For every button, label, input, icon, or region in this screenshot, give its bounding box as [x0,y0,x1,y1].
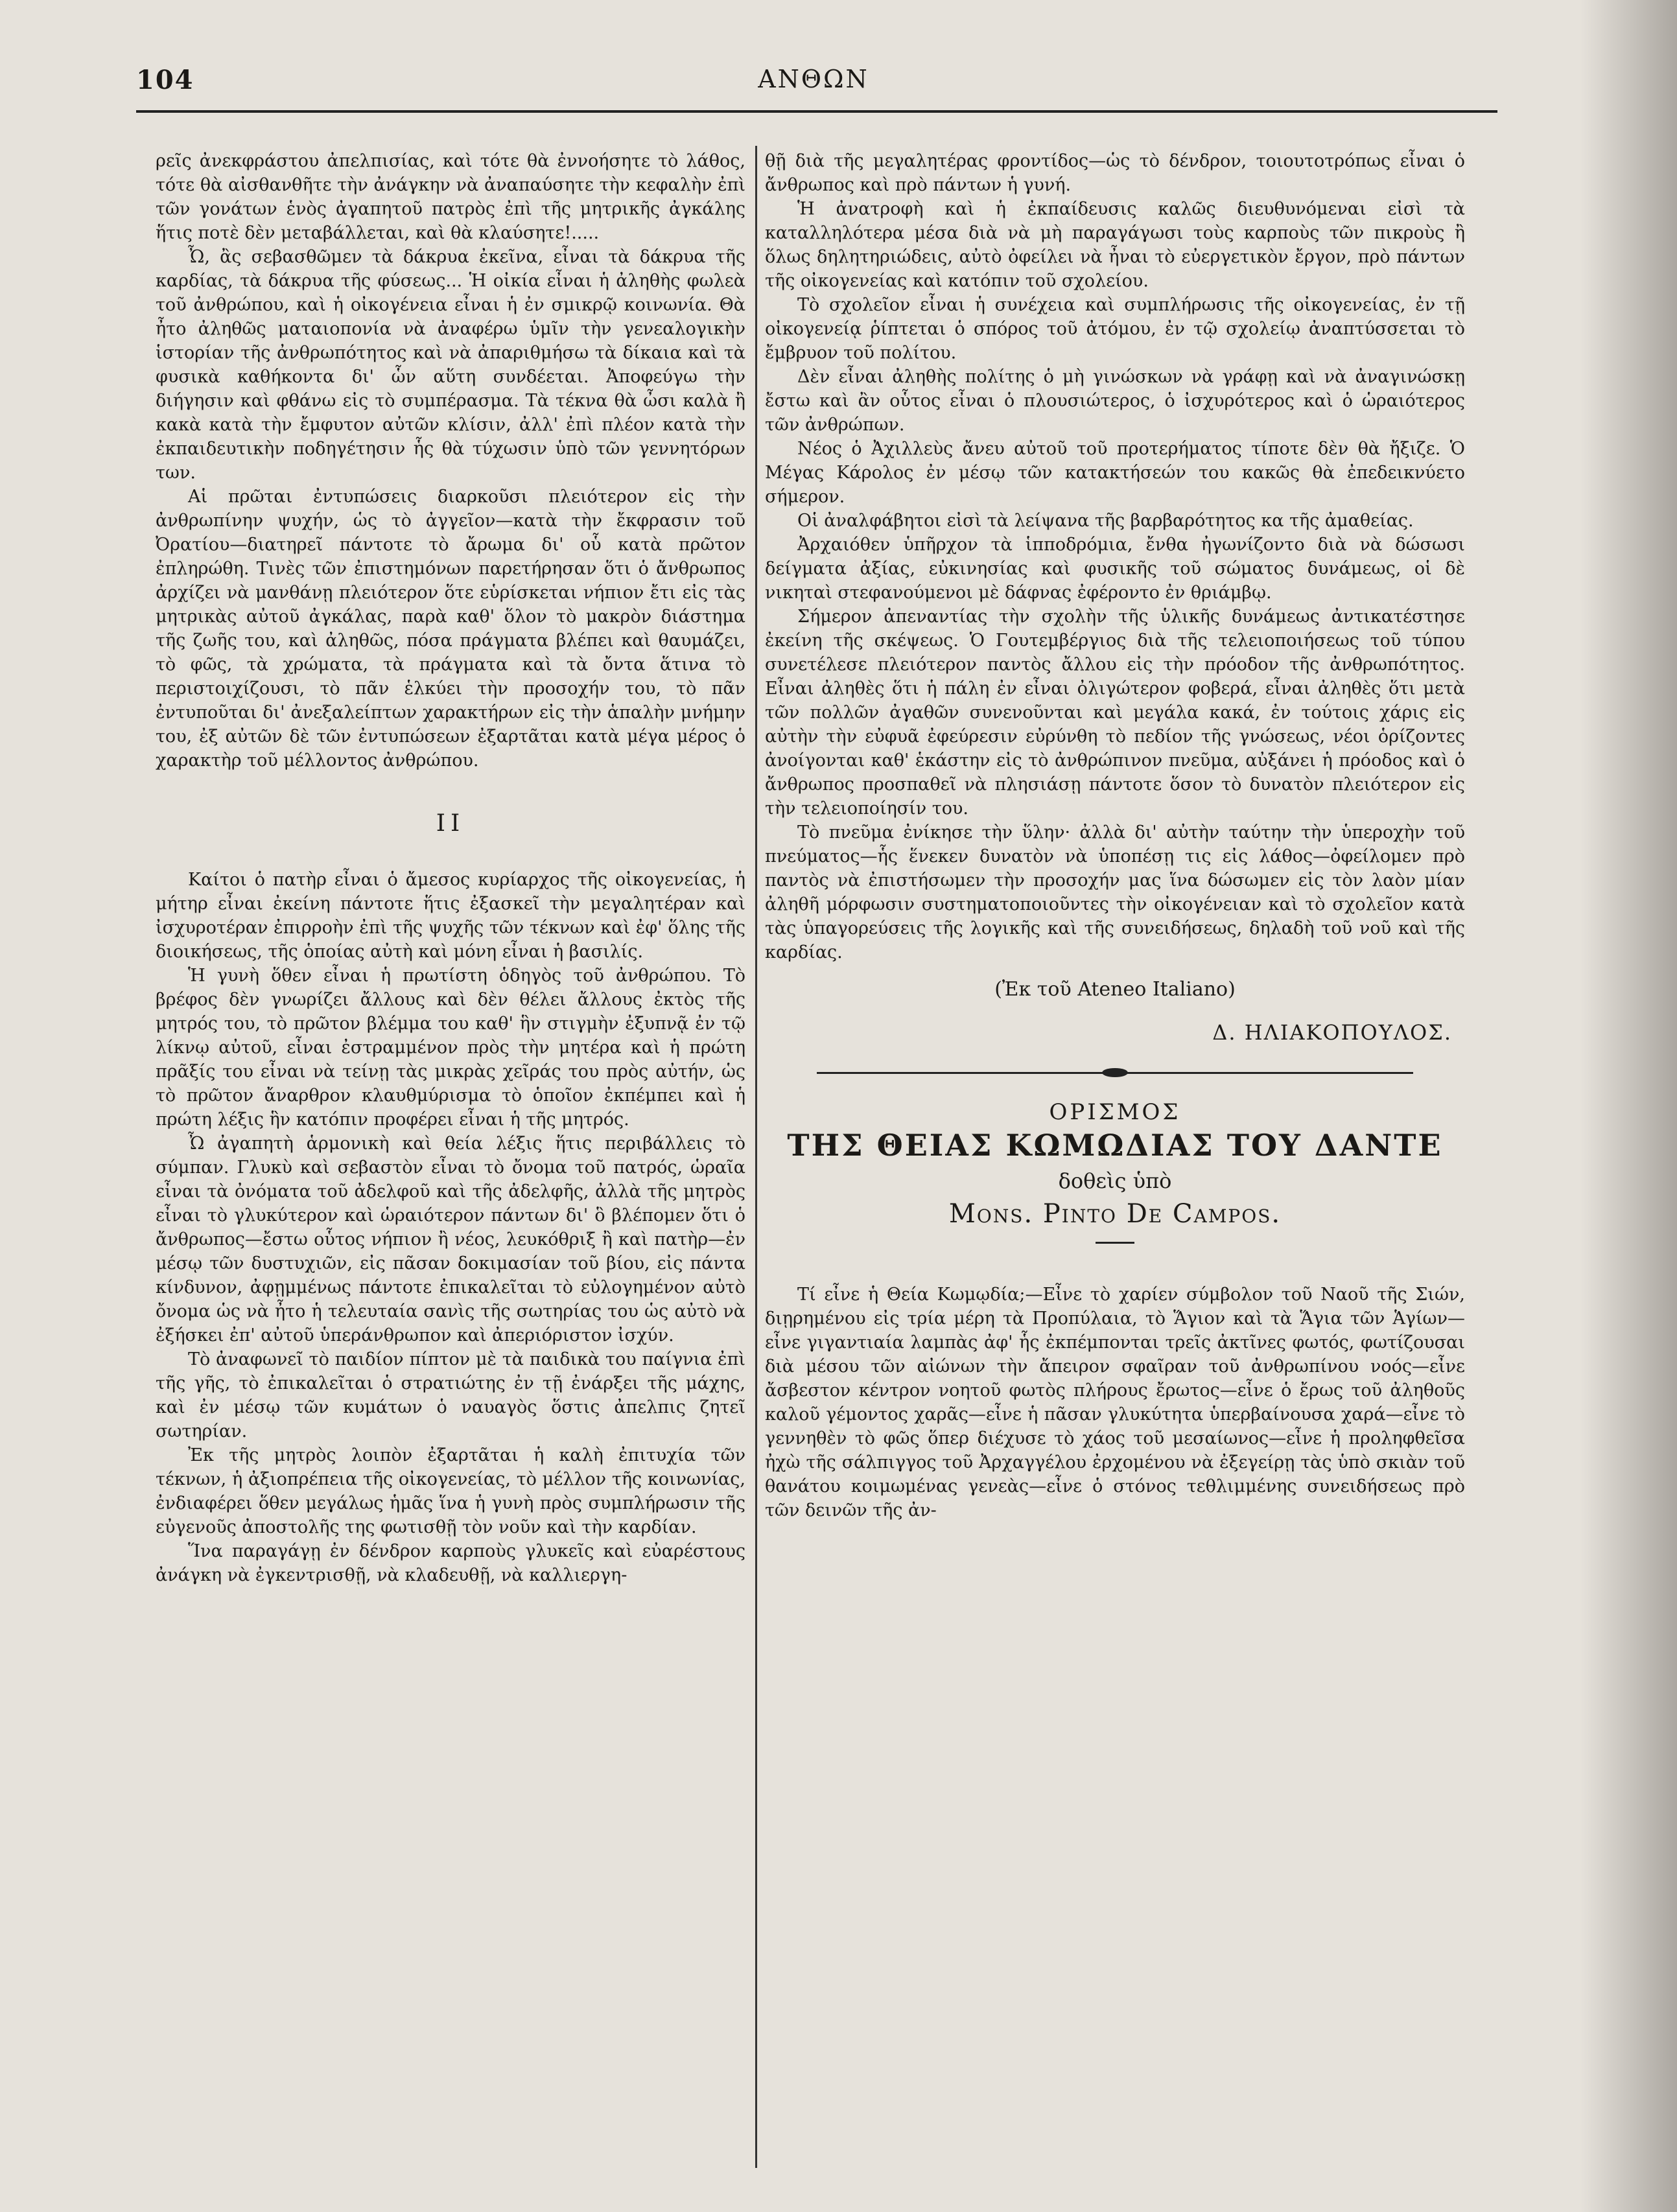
paragraph: Δὲν εἶναι ἀληθὴς πολίτης ὁ μὴ γινώσκων νὰ γράφῃ καὶ νὰ ἀναγινώσκῃ ἔστω καὶ ἂν οὗτος εἶναι ὁ πλουσιώτερος, ὁ ἰσχυρότερος καὶ ὁ ὡραιότερος τῶν ἀνθρώπων. [765,367,1465,435]
paragraph: Αἱ πρῶται ἐντυπώσεις διαρκοῦσι πλειότερον εἰς τὴν ἀνθρωπίνην ψυχήν, ὡς τὸ ἀγγεῖον—κατὰ τὴν ἔκφρασιν τοῦ Ὀρατίου—διατηρεῖ πάντοτε τὸ ἄρωμα δι' οὗ κατὰ πρῶτον ἐπληρώθη. Τινὲς τῶν ἐπιστημόνων παρετήρησαν ὅτι ὁ ἄνθρωπος ἀρχίζει νὰ μανθάνῃ πλειότερον ὅτε εὑρίσκεται νήπιον ἔτι εἰς τὰς μητρικὰς αὐτοῦ ἀγκάλας, παρὰ καθ' ὅλον τὸ μακρὸν διάστημα τῆς ζωῆς του, καὶ ἀληθῶς, πόσα πράγματα βλέπει καὶ θαυμάζει, τὸ φῶς, τὰ χρώματα, τὰ πράγματα καὶ τὰ ὄντα ἅτινα τὸ περιστοιχίζουσι, τὸ πᾶν ἑλκύει τὴν προσοχήν του, τὸ πᾶν ἐντυποῦται δι' ἀνεξαλείπτων χαρακτήρων εἰς τὴν ἁπαλὴν μνήμην του, ἐξ αὐτῶν δὲ τῶν ἐντυπώσεων ἐξαρτᾶται κατὰ μέγα μέρος ὁ χαρακτὴρ τοῦ μέλλοντος ἀνθρώπου. [156,487,745,771]
byline: Mons. Pinto De Campos. [948,1199,1282,1229]
paragraph: θῇ διὰ τῆς μεγαλητέρας φροντίδος—ὡς τὸ δένδρον, τοιουτοτρόπως εἶναι ὁ ἄνθρωπος καὶ πρὸ πάντων ἡ γυνή. [765,151,1465,195]
paragraph: Νέος ὁ Ἀχιλλεὺς ἄνευ αὐτοῦ τοῦ προτερήματος τίποτε δὲν θὰ ἤξιζε. Ὁ Μέγας Κάρολος ἐν μέσῳ τῶν κατακτήσεών του κακῶς θὰ ἐπεδεικνύετο σήμερον. [765,439,1465,507]
paragraph: Τὸ πνεῦμα ἐνίκησε τὴν ὕλην· ἀλλὰ δι' αὐτὴν ταύτην τὴν ὑπεροχὴν τοῦ πνεύματος—ἧς ἕνεκεν δυνατὸν νὰ ὑποπέσῃ τις εἰς λάθος—ὀφείλομεν πρὸ παντὸς νὰ ἐπιστήσωμεν τὴν προσοχήν μας ἵνα δώσωμεν εἰς τὸν λαὸν μίαν ἀληθῆ μόρφωσιν συστηματοποιοῦντες τὴν οἰκογένειαν καὶ τὸ σχολεῖον κατὰ τὰς ὑπαγορεύσεις τῆς λογικῆς καὶ τῆς συνειδήσεως, δηλαδὴ τοῦ νοῦ καὶ τῆς καρδίας. [765,822,1465,962]
paragraph: Ἵνα παραγάγῃ ἐν δένδρον καρποὺς γλυκεῖς καὶ εὐαρέστους ἀνάγκη νὰ ἐγκεντρισθῇ, νὰ κλαδευθῇ, νὰ καλλιεργη- [156,1541,745,1585]
paragraph: Τὸ ἀναφωνεῖ τὸ παιδίον πίπτον μὲ τὰ παιδικὰ του παίγνια ἐπὶ τῆς γῆς, τὸ ἐπικαλεῖται ὁ στρατιώτης ἐν τῇ ἐνάρξει τῆς μάχης, καὶ ἐν μέσῳ τῶν κυμάτων ὁ ναυαγὸς ὅστις ἀπελπις ζητεῖ σωτηρίαν. [156,1349,745,1441]
article-title: ΤΗΣ ΘΕΙΑΣ ΚΩΜΩΔΙΑΣ ΤΟΥ ΔΑΝΤΕ [787,1128,1443,1163]
paragraph: Καίτοι ὁ πατὴρ εἶναι ὁ ἄμεσος κυρίαρχος τῆς οἰκογενείας, ἡ μήτηρ εἶναι ἐκείνη πάντοτε ἥτις ἐξασκεῖ τὴν μεγαλητέραν καὶ ἰσχυροτέραν ἐπιρροὴν ἐπὶ τῆς ψυχῆς τῶν τέκνων καὶ ἐφ' ὅλης τῆς διοικήσεως, τῆς ὁποίας αὐτὴ καὶ μόνη εἶναι ἡ βασιλίς. [156,870,745,962]
running-title: ΑΝΘΩΝ [758,65,869,93]
paragraph: Οἱ ἀναλφάβητοι εἰσὶ τὰ λείψανα τῆς βαρβαρότητος κα τῆς ἀμαθείας. [797,511,1414,531]
paragraph: Τὸ σχολεῖον εἶναι ἡ συνέχεια καὶ συμπλήρωσις τῆς οἰκογενείας, ἐν τῇ οἰκογενείᾳ ῥίπτεται ὁ σπόρος τοῦ ἀτόμου, ἐν τῷ σχολείῳ ἀναπτύσσεται τὸ ἔμβρυον τοῦ πολίτου. [765,295,1465,363]
short-rule [1096,1242,1134,1244]
paragraph: Ἡ ἀνατροφὴ καὶ ἡ ἐκπαίδευσις καλῶς διευθυνόμεναι εἰσὶ τὰ καταλληλότερα μέσα διὰ νὰ μὴ παραγάγωσι τοὺς καρποὺς τῶν πικροὺς ἢ ὅλως δηλητηριώδεις, αὐτὸ ὀφείλει νὰ ἦναι τὸ εὐεργετικὸν ἔργον, πρὸ πάντων τῆς οἰκογενείας καὶ κατόπιν τοῦ σχολείου. [765,199,1465,291]
section-numeral: II [436,810,465,837]
binding-shadow [1580,0,1677,2212]
right-column [765,149,1465,1522]
page-header [136,65,1491,117]
paragraph: ρεῖς ἀνεκφράστου ἀπελπισίας, καὶ τότε θὰ ἐννοήσητε τὸ λάθος, τότε θὰ αἰσθανθῆτε τὴν ἀνάγκην νὰ ἀναπαύσητε τὴν κεφαλὴν ἐπὶ τῶν γονάτων ἑνὸς ἀγαπητοῦ πατρὸς ἐπὶ τῆς μητρικῆς ἀγκάλης ἥτις ποτὲ δὲν μεταβάλλεται, καὶ θὰ κλαύσητε!..... [156,151,745,243]
paragraph: Ἀρχαιόθεν ὑπῆρχον τὰ ἱπποδρόμια, ἔνθα ἠγωνίζοντο διὰ νὰ δώσωσι δείγματα ἀξίας, εὐκινησίας καὶ φυσικῆς τοῦ σώματος δυνάμεως, οἱ δὲ νικηταὶ στεφανούμενοι μὲ δάφνας ἐφέροντο ἐν θριάμβῳ. [765,535,1465,603]
byline-prefix: δοθεὶς ὑπὸ [1058,1169,1172,1193]
paragraph: Ἡ γυνὴ ὅθεν εἶναι ἡ πρωτίστη ὁδηγὸς τοῦ ἀνθρώπου. Τὸ βρέφος δὲν γνωρίζει ἄλλους καὶ δὲν θέλει ἄλλους ἐκτὸς τῆς μητρός του, τὸ πρῶτον βλέμμα του καθ' ἣν στιγμὴν ἐξυπνᾷ ἐν τῷ λίκνῳ αὐτοῦ, εἶναι ἐστραμμένον πρὸς τὴν μητέρα καὶ ἡ πρώτη πρᾶξίς του εἶναι νὰ τείνῃ τὰς μικρὰς χεῖράς του πρὸς αὐτήν, ὡς τὸ πρῶτον ἄναρθρον κλαυθμύρισμα τὸ ὁποῖον ἐκπέμπει καὶ ἡ πρώτη λέξις ἣν κατόπιν προφέρει εἶναι ἡ τῆς μητρός. [156,966,745,1130]
paragraph: Ἐκ τῆς μητρὸς λοιπὸν ἐξαρτᾶται ἡ καλὴ ἐπιτυχία τῶν τέκνων, ἡ ἀξιοπρέπεια τῆς οἰκογενείας, τὸ μέλλον τῆς κοινωνίας, ἐνδιαφέρει ὅθεν μεγάλως ἡμᾶς ἵνα ἡ γυνὴ πρὸς συμπλήρωσιν τῆς εὐγενοῦς ἀποστολῆς της φωτισθῇ τὸν νοῦν καὶ τὴν καρδίαν. [156,1445,745,1537]
paragraph: Ὦ, ἂς σεβασθῶμεν τὰ δάκρυα ἐκεῖνα, εἶναι τὰ δάκρυα τῆς καρδίας, τὰ δάκρυα τῆς φύσεως... Ἡ οἰκία εἶναι ἡ ἀληθὴς φωλεὰ τοῦ ἀνθρώπου, καὶ ἡ οἰκογένεια εἶναι ἡ ἐν σμικρῷ κοινωνία. Θὰ ἦτο ἀληθῶς ματαιοπονία νὰ ἀναφέρω ὑμῖν τὴν γενεαλογικὴν ἱστορίαν τῆς ἀνθρωπότητος καὶ νὰ ἀπαριθμήσω τὰ δίκαια καὶ τὰ φυσικὰ καθήκοντα δι' ὧν αὕτη συνδέεται. Ἀποφεύγω τὴν διήγησιν καὶ φθάνω εἰς τὸ συμπέρασμα. Τὰ τέκνα θὰ ὦσι καλὰ ἢ κακὰ κατὰ τὴν ἔμφυτον αὐτῶν κλίσιν, ἀλλ' ἐπὶ πλέον κατὰ τὴν ἐκπαιδευτικὴν ποδηγέτησιν ἧς θὰ τύχωσιν ὑπὸ τῶν γεννητόρων των. [156,247,745,483]
page-number: 104 [136,65,194,95]
source-credit: (Ἐκ τοῦ Ateneo Italiano) [994,978,1236,1001]
article-heading: ΟΡΙΣΜΟΣ [1049,1099,1181,1125]
section-divider [817,1071,1413,1075]
header-rule [136,110,1497,113]
paragraph: Ὦ ἀγαπητὴ ἁρμονικὴ καὶ θεία λέξις ἥτις περιβάλλεις τὸ σύμπαν. Γλυκὺ καὶ σεβαστὸν εἶναι τὸ ὄνομα τοῦ πατρός, ὡραῖα εἶναι τὰ ὀνόματα τοῦ ἀδελφοῦ καὶ τῆς ἀδελφῆς, ἀλλὰ τῆς μητρὸς εἶναι τὸ γλυκύτερον καὶ ὡραιότερον πάντων δι' ὃ βλέπομεν ὅτι ὁ ἄνθρωπος—ἔστω οὗτος νήπιον ἢ νέος, λευκόθριξ ἢ καὶ πατὴρ—ἐν μέσῳ τῶν δυστυχιῶν, εἰς πᾶσαν δοκιμασίαν τοῦ βίου, εἰς πάντα κίνδυνον, ἀφῃμμένως πάντοτε ἐπικαλεῖται τὸ εὐλογημένον αὐτὸ ὄνομα ὡς νὰ ἦτο ἡ τελευταία σανὶς τῆς σωτηρίας του ὡς αὐτὸ νὰ ἐξήσκει ἐπ' αὐτοῦ ὑπεράνθρωπον καὶ ἀπεριόριστον ἰσχύν. [156,1134,745,1345]
paragraph: Σήμερον ἀπεναντίας τὴν σχολὴν τῆς ὑλικῆς δυνάμεως ἀντικατέστησε ἐκείνη τῆς σκέψεως. Ὁ Γουτεμβέργιος διὰ τῆς τελειοποιήσεως τοῦ τύπου συνετέλεσε πλειότερον παντὸς ἄλλου εἰς τὴν πρόοδον τῆς ἀνθρωπότητος. Εἶναι ἀληθὲς ὅτι ἡ πάλη ἐν εἶναι ὀλιγώτερον φοβερά, εἶναι ἀληθὲς ὅτι μετὰ τῶν πολλῶν ἀγαθῶν συνενοῦνται καὶ μεγάλα κακά, ἐν τούτοις χάρις εἰς αὐτὴν τὴν εὐφυᾶ ἐφεύρεσιν εὐρύνθη τὸ πεδίον τῆς γνώσεως, νέοι ὁρίζοντες ἀνοίγονται καθ' ἑκάστην εἰς τὸ ἀνθρώπινον πνεῦμα, αὐξάνει ἡ πρόοδος καὶ ὁ ἄνθρωπος προσπαθεῖ νὰ πλησιάσῃ πάντοτε ὅσον τὸ δυνατὸν πλειότερον εἰς τὴν τελειοποίησίν του. [765,607,1465,819]
left-column [156,149,745,1587]
paragraph: Τί εἶνε ἡ Θεία Κωμῳδία;—Εἶνε τὸ χαρίεν σύμβολον τοῦ Ναοῦ τῆς Σιών, διῃρημένου εἰς τρία μέρη τὰ Προπύλαια, τὸ Ἅγιον καὶ τὰ Ἅγια τῶν Ἁγίων—εἶνε γιγαντιαία λαμπὰς ἀφ' ἧς ἐκπέμπονται τρεῖς ἀκτῖνες φωτός, φωτίζουσαι διὰ μέσου τῶν αἰώνων τὴν ἄπειρον σφαῖραν τοῦ ἀνθρωπίνου νοός—εἶνε ἄσβεστον κέντρον νοητοῦ φωτὸς πλήρους ἔρωτος—εἶνε ὁ ἔρως τοῦ ἀληθοῦς καλοῦ γέμοντος χαρᾶς—εἶνε ἡ πᾶσαν γλυκύτητα ὑπερβαίνουσα χαρά—εἶνε τὸ γεννηθὲν τὸ φῶς ὅπερ διέχυσε τὸ χάος τοῦ μεσαίωνος—εἶνε ἡ προληφθεῖσα ἠχὼ τῆς σάλπιγγος τοῦ Ἀρχαγγέλου ἐρχομένου νὰ ἐξεγείρῃ τὰς ὑπὸ σκιὰν τοῦ θανάτου κοιμωμένας γενεὰς—εἶνε ὁ στόνος τεθλιμμένης συνειδήσεως πρὸ τῶν δεινῶν τῆς ἀν- [765,1285,1465,1520]
author-signature: Δ. ΗΛΙΑΚΟΠΟΥΛΟΣ. [1212,1020,1452,1045]
column-rule [755,146,757,2168]
